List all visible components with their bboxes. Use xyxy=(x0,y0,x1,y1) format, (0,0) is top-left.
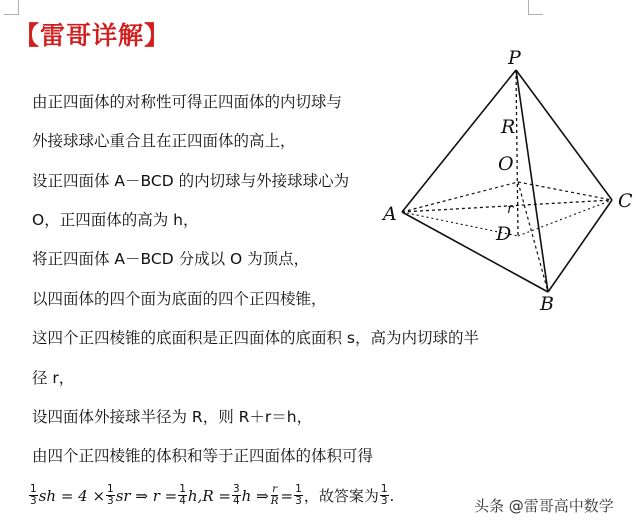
fraction-1: $\frac{1}{3}$ xyxy=(30,483,37,507)
line-oc xyxy=(518,182,612,200)
text-line-2: 外接球球心重合且在正四面体的高上， xyxy=(32,132,296,150)
fraction-6: $\frac{1}{3}$ xyxy=(295,483,302,507)
equation-part-4: h ⇒ xyxy=(241,486,269,505)
edge-ab xyxy=(402,212,548,292)
text-line-9: 设四面体外接球半径为 R，则 R＋r＝h， xyxy=(32,408,313,426)
page-corner-mark-left xyxy=(4,0,19,15)
tetrahedron-figure xyxy=(380,40,640,315)
final-equation xyxy=(28,484,394,507)
section-heading: 【雷哥详解】 xyxy=(14,21,171,50)
text-line-3: 设正四面体 A－BCD 的内切球与外接球球心为 xyxy=(32,172,350,190)
edge-pb xyxy=(516,70,548,292)
label-b: B xyxy=(540,293,554,315)
equation-part-7: . xyxy=(389,486,395,505)
fraction-7: $\frac{1}{3}$ xyxy=(380,483,388,507)
text-line-6: 以四面体的四个面为底面的四个正四棱锥， xyxy=(32,290,327,308)
fraction-2: $\frac{1}{3}$ xyxy=(107,483,114,507)
line-ob xyxy=(518,182,548,292)
fraction-3: $\frac{1}{4}$ xyxy=(179,483,186,507)
equation-part-2: sr ⇒ r = xyxy=(115,486,178,505)
line-ao xyxy=(402,182,518,212)
label-center-o: O xyxy=(498,153,514,175)
equation-part-1: sh = 4 × xyxy=(38,486,106,505)
label-p: P xyxy=(508,47,521,69)
text-line-4: O，正四面体的高为 h， xyxy=(32,211,199,229)
height-line xyxy=(516,70,518,236)
fraction-5: $\frac{r}{R}$ xyxy=(270,483,279,507)
equation-part-5: = xyxy=(280,486,294,505)
fraction-4: $\frac{3}{4}$ xyxy=(232,483,240,507)
label-foot-d: D xyxy=(496,223,512,245)
watermark: 头条 @雷哥高中数学 xyxy=(474,497,614,515)
line-dc xyxy=(518,200,612,236)
equation-part-3: h,R = xyxy=(187,486,231,505)
text-line-5: 将正四面体 A－BCD 分成以 O 为顶点， xyxy=(32,250,310,268)
label-radius-small-r: r xyxy=(507,202,514,217)
text-line-7: 这四个正四棱锥的底面积是正四面体的底面积 s，高为内切球的半 xyxy=(32,329,480,347)
text-line-1: 由正四面体的对称性可得正四面体的内切球与 xyxy=(32,93,343,111)
page-corner-mark-right xyxy=(528,0,543,15)
edge-pc xyxy=(516,70,612,200)
text-line-8: 径 r， xyxy=(32,369,75,387)
label-c: C xyxy=(618,190,633,212)
label-a: A xyxy=(383,203,397,225)
label-radius-big-r: R xyxy=(501,116,516,138)
equation-part-6: ，故答案为 xyxy=(303,487,379,505)
edge-pa xyxy=(402,70,516,212)
text-line-10: 由四个正四棱锥的体积和等于正四面体的体积可得 xyxy=(32,447,374,465)
edge-bc xyxy=(548,200,612,292)
